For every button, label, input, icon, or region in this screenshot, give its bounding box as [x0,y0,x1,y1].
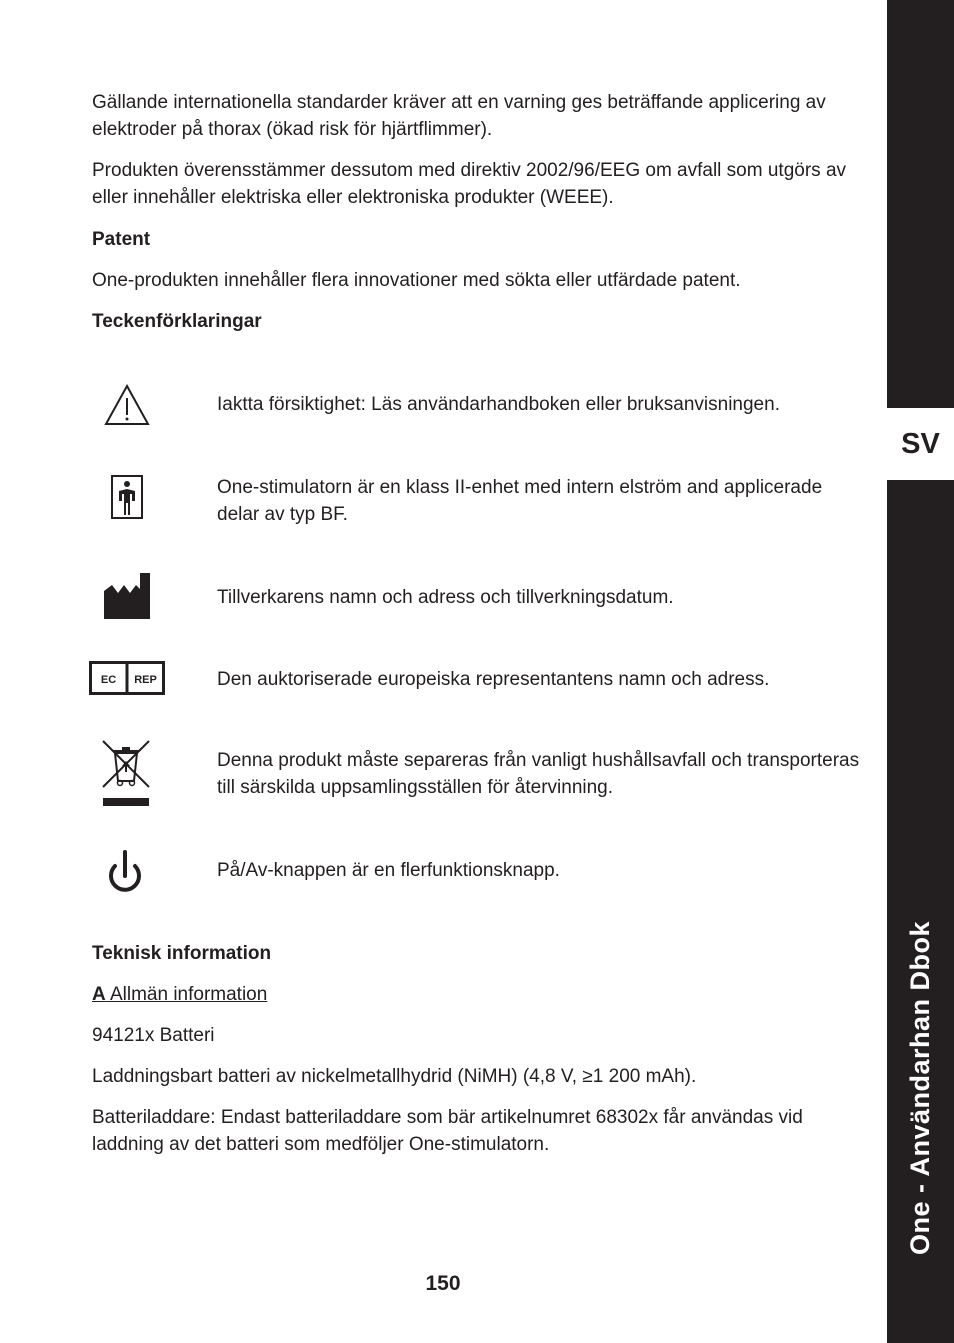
symbol-text: Tillverkarens namn och adress och tillverkningsdatum. [217,587,674,608]
power-icon [105,848,145,896]
general-info-subheading [92,981,862,1008]
page-number [0,1272,954,1296]
symbols-heading: Teckenförklaringar [92,311,262,332]
symbol-row-power [92,843,872,903]
rep-label: REP [134,674,157,686]
symbol-row-manufacturer [92,568,872,628]
technical-heading: Teknisk information [92,943,272,964]
intro-paragraph-2: Produkten överensstämmer dessutom med direktiv 2002/96/EEG om avfall som utgörs av eller innehåller elektriska eller elektroniska produkter (WEEE). [92,160,847,208]
symbol-row-caution [92,378,872,438]
symbol-text: Den auktoriserade europeiska representantens namn och adress. [217,669,770,690]
symbol-text: Denna produkt måste separeras från vanligt hushållsavfall och transporteras till särskilda uppsamlingsställen för återvinning. [217,750,860,798]
patent-heading: Patent [92,229,151,250]
ec-rep-icon [89,661,165,695]
warning-triangle-icon [104,384,150,426]
intro-paragraph-1: Gällande internationella standarder kräver att en varning ges beträffande applicering av elektroder på thorax (ökad risk för hjärtflimmer). [92,92,826,140]
page-number-text: 150 [425,1272,461,1295]
sub-title: Allmän information [109,984,268,1005]
symbol-row-type-bf [92,470,872,530]
battery-description: Laddningsbart batteri av nickelmetallhydrid (NiMH) (4,8 V, ≥1 200 mAh). [92,1066,697,1087]
ec-label: EC [100,674,117,686]
symbol-text: Iaktta försiktighet: Läs användarhandboken eller bruksanvisningen. [217,394,780,415]
weee-bin-icon [101,739,151,807]
symbol-text: På/Av-knappen är en flerfunktionsknapp. [217,860,560,881]
manufacturer-icon [104,571,152,619]
symbol-text: One-stimulatorn är en klass II-enhet med intern elström and applicerade delar av typ BF. [217,477,823,525]
symbol-row-weee [92,735,872,798]
patent-text: One-produkten innehåller flera innovationer med sökta eller utfärdade patent. [92,270,741,291]
battery-title: 94121x Batteri [92,1025,215,1046]
symbol-row-ec-rep [92,650,872,710]
language-tab: SV [887,408,954,480]
charger-info: Batteriladdare: Endast batteriladdare som bär artikelnumret 68302x får användas vid laddning av det batteri som medföljer One-stimulatorn. [92,1107,803,1155]
type-bf-applied-part-icon [111,475,143,519]
sub-letter: A [92,984,106,1005]
vertical-manual-title: One - Användarhan Dbok [904,920,935,1256]
